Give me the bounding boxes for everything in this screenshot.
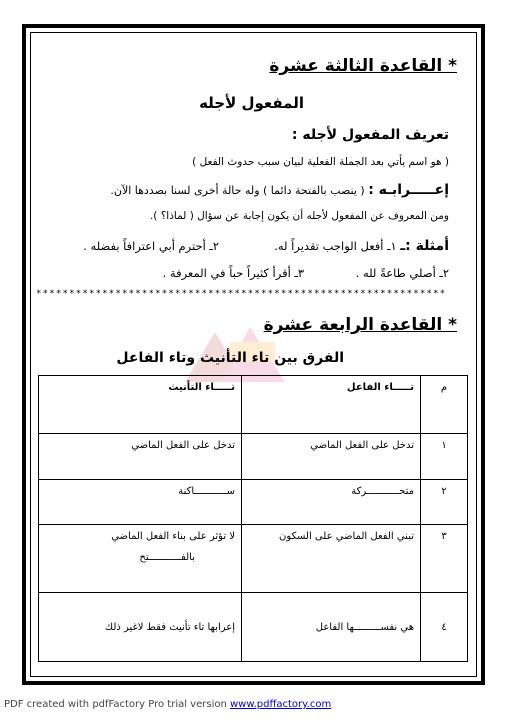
example-3: ٣ـ أقرأ كثيراً حباً في المعرفة . (162, 266, 304, 280)
footer-link[interactable]: www.pdffactory.com (230, 699, 332, 710)
header-num: م (421, 376, 468, 434)
row-num: ٢ (421, 480, 468, 525)
definition-text: ( هو اسم يأتي بعد الجملة الفعلية لبيان سبب حدوث الفعل ) (192, 156, 449, 168)
irab-line (110, 182, 449, 198)
row-taneeth-line-1: لا تؤثر على بناء الفعل الماضي (111, 531, 235, 542)
header-taa-faail: تـــــاء الفاعل (242, 376, 421, 434)
rule13-topic: المفعول لأجله (199, 94, 304, 112)
irab-label: إعـــــرابـه : (368, 182, 449, 198)
examples-line-1 (274, 238, 449, 254)
table-row (39, 434, 468, 480)
row-taneeth-cell: إعرابها تاء تأنيث فقط لاغير ذلك (39, 593, 242, 662)
row-num: ٤ (421, 593, 468, 662)
example-2: ٢ـ أحترم أبي اعترافاً بفضله . (83, 239, 219, 253)
known-text: ومن المعروف عن المفعول لأجله أن يكون إجابة عن سؤال ( لماذا؟ ). (149, 210, 449, 222)
row-faail-cell: هي نفســـــــــها الفاعل (242, 593, 421, 662)
row-faail-cell: تدخل على الفعل الماضي (242, 434, 421, 480)
row-taneeth-cell (39, 525, 242, 593)
example-1: ١ـ أفعل الواجب تقديراً له. (274, 239, 397, 253)
header-taa-taneeth: تـــــاء التأنيث (39, 376, 242, 434)
irab-text: ( ينصب بالفتحة دائما ) وله حالة أخرى لسنا بصددها الآن. (110, 184, 365, 197)
examples-label: أمثلة :ـ (400, 238, 449, 254)
row-taneeth-cell: تدخل على الفعل الماضي (39, 434, 242, 480)
example-4: ٢ـ أصلي طاعةً لله . (355, 266, 449, 280)
table-row (39, 593, 468, 662)
table-row (39, 525, 468, 593)
pdf-footer (4, 699, 331, 710)
definition-title: تعريف المفعول لأجله : (291, 127, 449, 143)
row-num: ٣ (421, 525, 468, 593)
row-faail-cell: تبني الفعل الماضي على السكون (242, 525, 421, 593)
separator-stars: ************************************************************** (36, 289, 447, 299)
rule13-heading: * القاعدة الثالثة عشرة (269, 56, 457, 76)
footer-text: PDF created with pdfFactory Pro trial version (4, 699, 230, 710)
table-header-row (39, 376, 468, 434)
row-faail-cell: متحـــــــــــركة (242, 480, 421, 525)
rule14-heading: * القاعدة الرابعة عشرة (263, 315, 457, 335)
row-taneeth-line-2: بالفـــــــــــتح (139, 552, 195, 563)
comparison-table (38, 375, 468, 662)
row-taneeth-cell: ســـــــــــاكنة (39, 480, 242, 525)
rule14-topic: الفرق بين تاء التأنيث وتاء الفاعل (116, 350, 344, 366)
table-row (39, 480, 468, 525)
row-num: ١ (421, 434, 468, 480)
